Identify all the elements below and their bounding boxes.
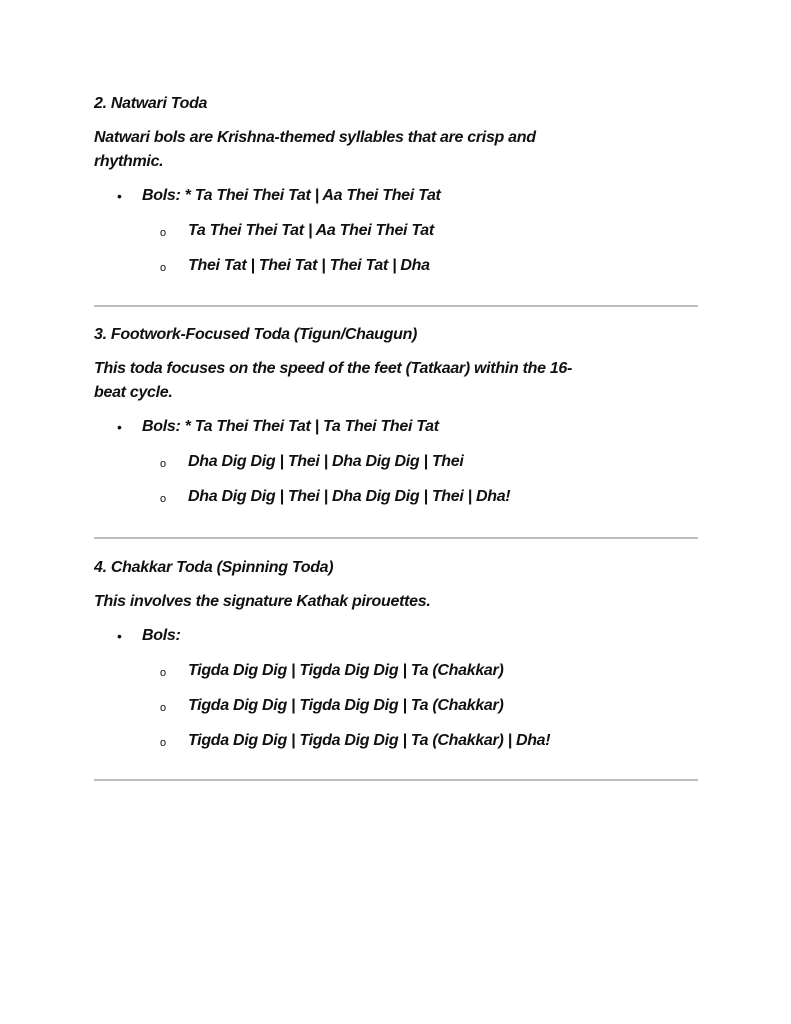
bols-label: Bols: [142,627,181,644]
list-item [94,624,698,648]
circle-bullet-icon: o [160,667,167,679]
list-item [94,254,698,278]
section-heading: 2. Natwari Toda [94,95,208,112]
bol-sequence: Thei Tat | Thei Tat | Thei Tat | Dha [188,257,430,274]
section-description-line: This toda focuses on the speed of the feet (Tatkaar) within the 16- [94,360,573,377]
list-item [94,450,698,474]
bol-sequence: Tigda Dig Dig | Tigda Dig Dig | Ta (Chakkar) | Dha! [188,732,551,749]
section-description-line: beat cycle. [94,384,173,401]
bullet-icon: • [117,188,122,204]
section-description-line: rhythmic. [94,153,164,170]
bol-sequence: Tigda Dig Dig | Tigda Dig Dig | Ta (Chakkar) [188,662,504,679]
section-heading: 4. Chakkar Toda (Spinning Toda) [94,559,334,576]
circle-bullet-icon: o [160,262,167,274]
circle-bullet-icon: o [160,737,167,749]
circle-bullet-icon: o [160,493,167,505]
list-item [94,219,698,243]
list-item [94,184,698,208]
bol-sequence: Dha Dig Dig | Thei | Dha Dig Dig | Thei | Dha! [188,488,511,505]
section-description-line: Natwari bols are Krishna-themed syllables that are crisp and [94,129,536,146]
section-chakkar-toda [94,556,698,753]
section-divider [94,779,698,781]
list-item [94,485,698,509]
bol-sequence: Ta Thei Thei Tat | Aa Thei Thei Tat [188,222,434,239]
circle-bullet-icon: o [160,702,167,714]
bol-sequence: Dha Dig Dig | Thei | Dha Dig Dig | Thei [188,453,464,470]
circle-bullet-icon: o [160,458,167,470]
section-heading: 3. Footwork-Focused Toda (Tigun/Chaugun) [94,326,418,343]
bols-label: Bols: * Ta Thei Thei Tat | Aa Thei Thei Tat [142,187,441,204]
list-item [94,694,698,718]
bols-label: Bols: * Ta Thei Thei Tat | Ta Thei Thei Tat [142,418,439,435]
section-divider [94,305,698,307]
bullet-icon: • [117,419,122,435]
section-natwari-toda [94,92,698,278]
list-item [94,415,698,439]
list-item [94,659,698,683]
bol-sequence: Tigda Dig Dig | Tigda Dig Dig | Ta (Chakkar) [188,697,504,714]
section-footwork-toda [94,323,698,509]
bullet-icon: • [117,628,122,644]
list-item [94,729,698,753]
section-divider [94,537,698,539]
section-description-line: This involves the signature Kathak pirouettes. [94,593,431,610]
circle-bullet-icon: o [160,227,167,239]
